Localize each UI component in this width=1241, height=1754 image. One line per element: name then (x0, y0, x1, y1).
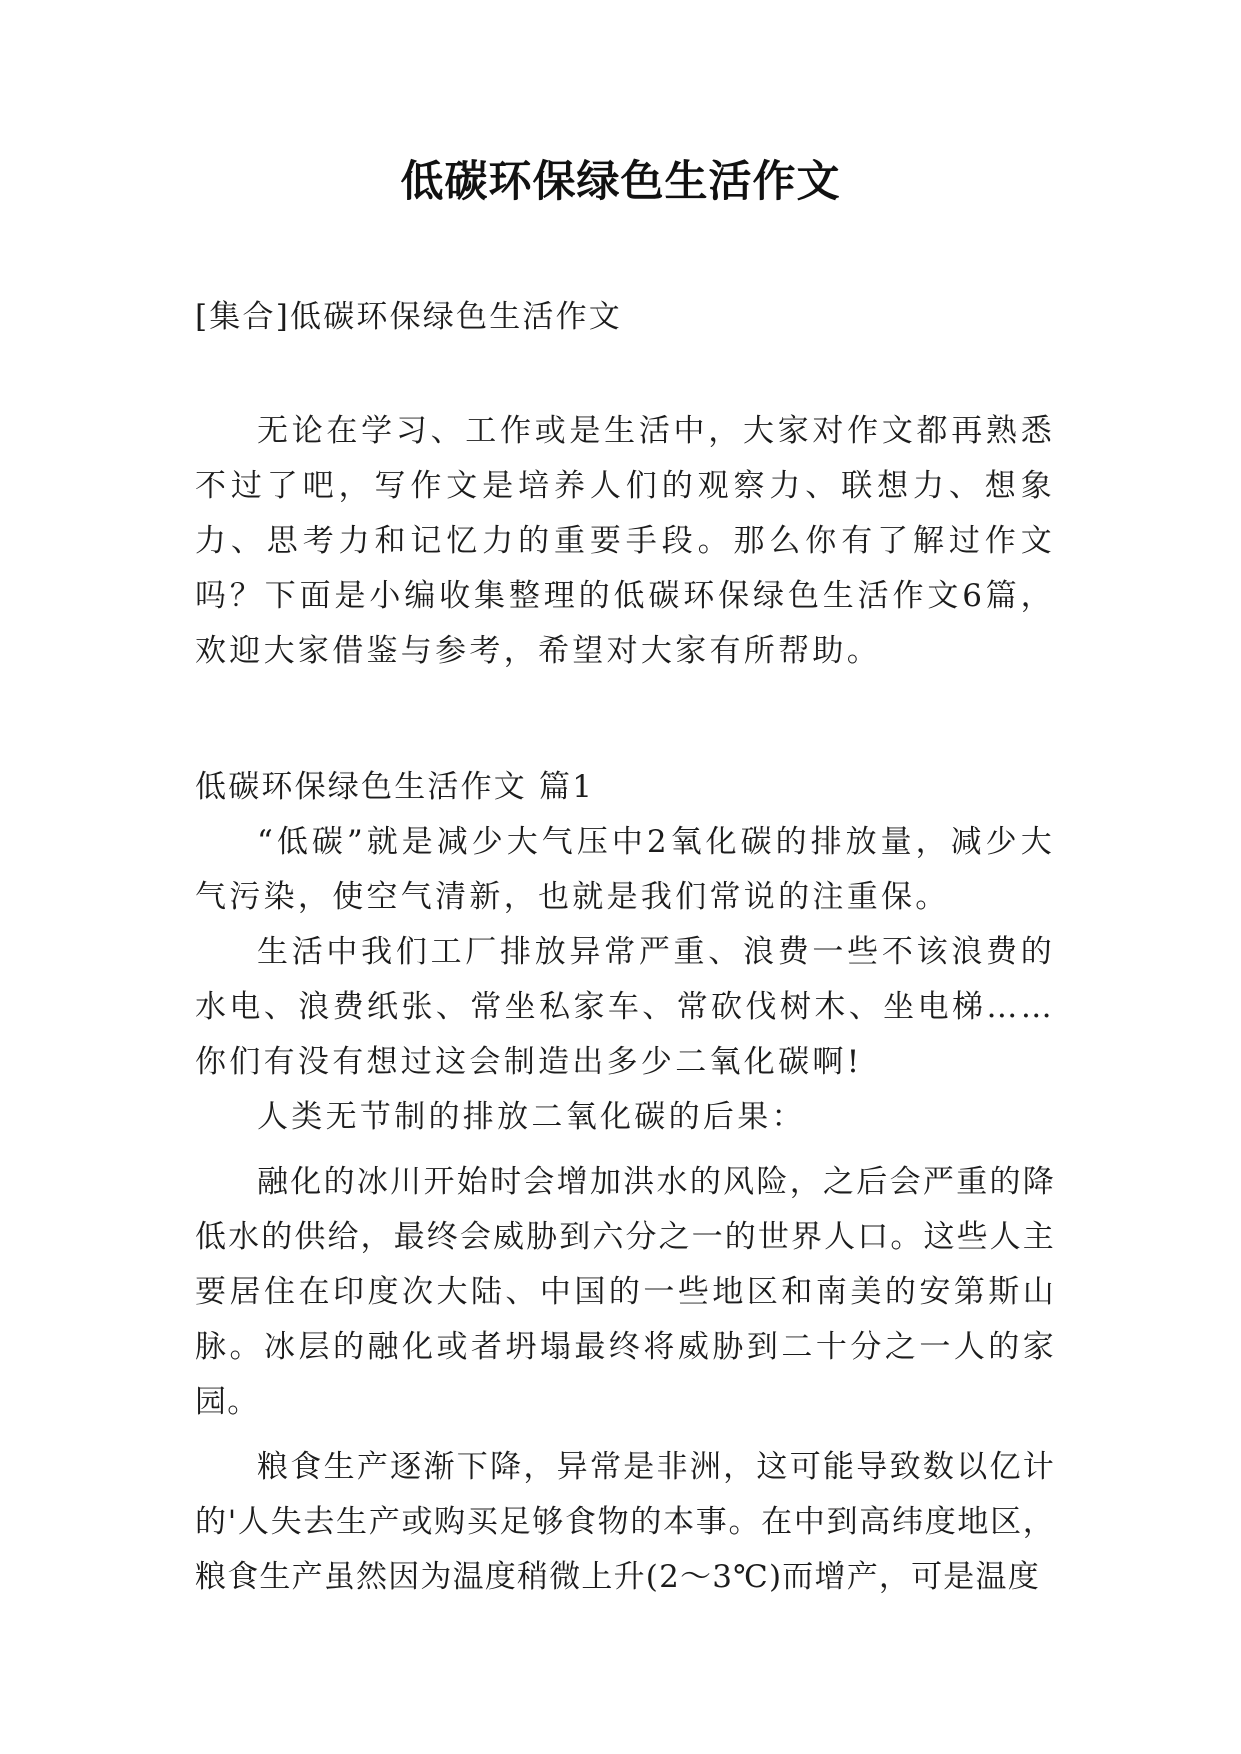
article-body (195, 815, 1055, 1605)
document-title: 低碳环保绿色生活作文 (400, 157, 841, 207)
document-subtitle: [集合]低碳环保绿色生活作文 (195, 299, 622, 335)
article-paragraph: 融化的冰川开始时会增加洪水的风险，之后会严重的降低水的供给，最终会威胁到六分之一的世界人口。这些人主要居住在印度次大陆、中国的一些地区和南美的安第斯山脉。冰层的融化或者坍塌最终将威胁到二十分之一人的家园。 (195, 1164, 1055, 1420)
article-paragraph: 粮食生产逐渐下降，异常是非洲，这可能导致数以亿计的'人失去生产或购买足够食物的本事。在中到高纬度地区，粮食生产虽然因为温度稍微上升(2～3℃)而增产，可是温度 (195, 1449, 1055, 1595)
intro-paragraph: 无论在学习、工作或是生活中，大家对作文都再熟悉不过了吧，写作文是培养人们的观察力、联想力、想象力、思考力和记忆力的重要手段。那么你有了解过作文吗？下面是小编收集整理的低碳环保绿色生活作文6篇，欢迎大家借鉴与参考，希望对大家有所帮助。 (195, 413, 1055, 669)
article-paragraph: “低碳”就是减少大气压中2氧化碳的排放量，减少大气污染，使空气清新，也就是我们常说的注重保。 (195, 824, 1055, 915)
article-paragraph: 生活中我们工厂排放异常严重、浪费一些不该浪费的水电、浪费纸张、常坐私家车、常砍伐树木、坐电梯……你们有没有想过这会制造出多少二氧化碳啊! (195, 934, 1055, 1080)
section-heading: 低碳环保绿色生活作文 篇1 (195, 769, 595, 805)
article-paragraph: 人类无节制的排放二氧化碳的后果： (257, 1099, 806, 1135)
